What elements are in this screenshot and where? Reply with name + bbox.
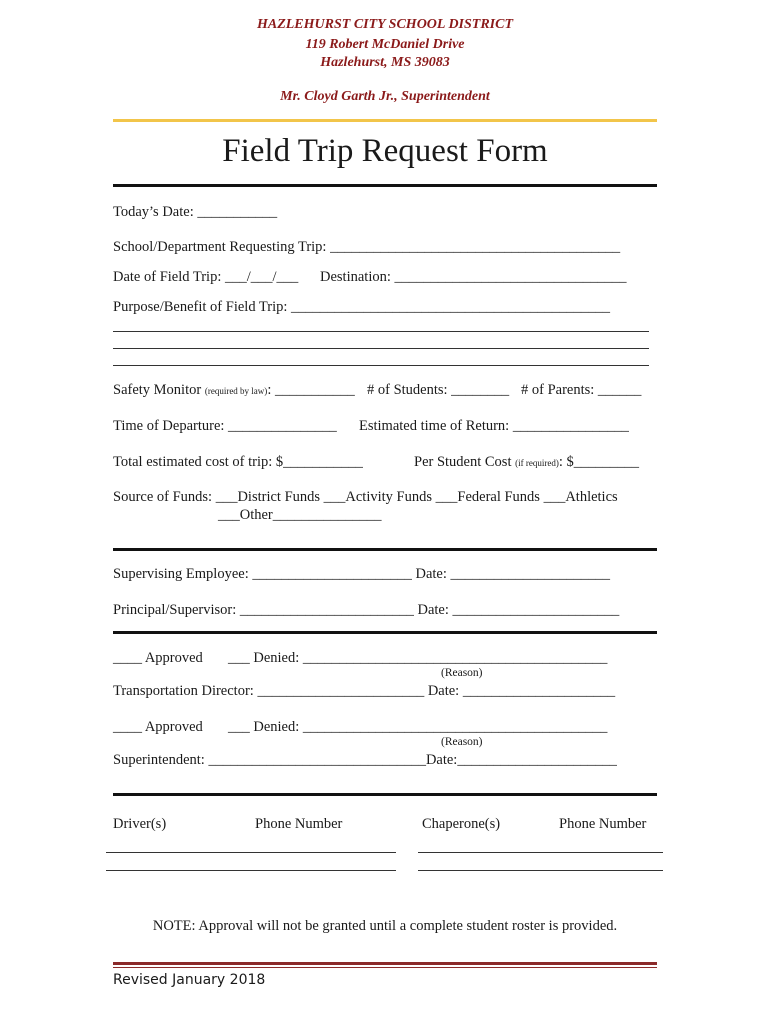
per-student-note: (if required) [515, 458, 559, 468]
footer-rule-thin [113, 967, 657, 968]
per-student-cost-field[interactable] [414, 454, 639, 471]
driver-line-1[interactable] [106, 852, 396, 853]
reason-label-2: (Reason) [441, 736, 483, 748]
chaperone-line-1[interactable] [418, 852, 663, 853]
num-students-field[interactable]: # of Students: ________ [367, 382, 510, 398]
purpose-line-2[interactable] [113, 331, 649, 332]
school-department-field[interactable]: School/Department Requesting Trip: ________________________________________ [113, 239, 621, 255]
safety-monitor-field[interactable] [113, 382, 355, 399]
page-title: Field Trip Request Form [222, 133, 548, 169]
todays-date-field[interactable]: Today’s Date: ___________ [113, 204, 278, 220]
time-return-field[interactable]: Estimated time of Return: ________________ [359, 418, 629, 434]
title-rule [113, 184, 657, 187]
chaperone-phone-label: Phone Number [559, 816, 647, 832]
superintendent-field[interactable]: Superintendent: ______________________________Date:______________________ [113, 752, 617, 768]
footer-rule-thick [113, 962, 657, 965]
transport-denied-field[interactable]: ___ Denied: __________________________________________ [228, 650, 608, 666]
per-student-label: Per Student Cost [414, 454, 512, 470]
driver-line-2[interactable] [106, 870, 396, 871]
section-rule-2 [113, 631, 657, 634]
safety-monitor-label: Safety Monitor [113, 382, 202, 398]
transport-approved-checkbox[interactable]: ____ Approved [113, 650, 203, 666]
source-funds-other[interactable]: ___Other_______________ [218, 507, 382, 523]
per-student-blank[interactable]: : $_________ [558, 454, 639, 470]
chaperones-label: Chaperone(s) [422, 816, 501, 832]
num-parents-field[interactable]: # of Parents: ______ [521, 382, 642, 398]
drivers-label: Driver(s) [113, 816, 167, 832]
superintendent-approved-checkbox[interactable]: ____ Approved [113, 719, 203, 735]
approval-note: NOTE: Approval will not be granted until a complete student roster is provided. [152, 918, 618, 934]
section-rule-3 [113, 793, 657, 796]
time-departure-field[interactable]: Time of Departure: _______________ [113, 418, 337, 434]
source-funds-field[interactable]: Source of Funds: ___District Funds ___Activity Funds ___Federal Funds ___Athletics [113, 489, 618, 505]
supervising-employee-field[interactable]: Supervising Employee: ______________________ Date: ______________________ [113, 566, 610, 582]
total-cost-field[interactable]: Total estimated cost of trip: $___________ [113, 454, 363, 470]
gold-divider [113, 119, 657, 122]
purpose-line-3[interactable] [113, 348, 649, 349]
safety-monitor-blank[interactable]: : ___________ [267, 382, 355, 398]
reason-label-1: (Reason) [441, 667, 483, 679]
date-of-trip-field[interactable]: Date of Field Trip: ___/___/___ [113, 269, 299, 285]
address-line-2: Hazlehurst, MS 39083 [320, 55, 450, 70]
purpose-field[interactable]: Purpose/Benefit of Field Trip: ____________________________________________ [113, 299, 611, 315]
chaperone-line-2[interactable] [418, 870, 663, 871]
safety-monitor-note: (required by law) [204, 386, 268, 396]
destination-field[interactable]: Destination: ________________________________ [320, 269, 627, 285]
revised-date: Revised January 2018 [113, 972, 266, 988]
district-name: HAZLEHURST CITY SCHOOL DISTRICT [256, 17, 514, 32]
driver-phone-label: Phone Number [255, 816, 343, 832]
section-rule-1 [113, 548, 657, 551]
superintendent-denied-field[interactable]: ___ Denied: __________________________________________ [228, 719, 608, 735]
superintendent-name: Mr. Cloyd Garth Jr., Superintendent [280, 89, 490, 104]
principal-supervisor-field[interactable]: Principal/Supervisor: ________________________ Date: _______________________ [113, 602, 620, 618]
address-line-1: 119 Robert McDaniel Drive [305, 37, 465, 52]
transportation-director-field[interactable]: Transportation Director: _______________________ Date: _____________________ [113, 683, 616, 699]
purpose-line-4[interactable] [113, 365, 649, 366]
